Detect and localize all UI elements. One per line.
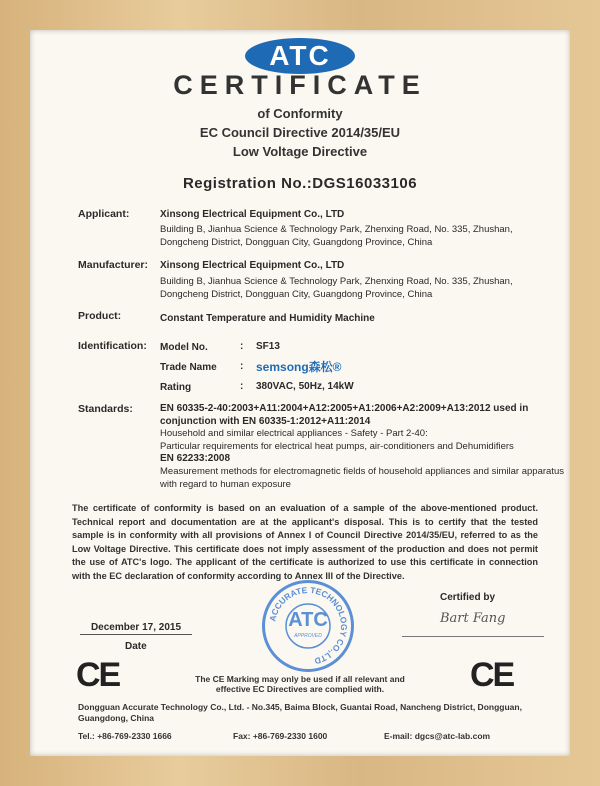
signature: Bart Fang (440, 611, 506, 626)
product-value: Constant Temperature and Humidity Machine (160, 313, 375, 324)
standard-line: Particular requirements for electrical heat pumps, air-conditioners and Dehumidifiers (160, 440, 514, 452)
standard-line: EN 60335-2-40:2003+A11:2004+A12:2005+A1:2006+A2:2009+A13:2012 used in conjunction with EN 60335-1:2012+A11:2014 (160, 403, 529, 427)
standard-line: EN 62233:2008 (160, 453, 231, 465)
ce-note (150, 674, 450, 694)
conformity-statement: The certificate of conformity is based on an evaluation of a sample of the above-mentioned product. Technical report and documentation are at the applicant's disposal. This is to certify that the tested sample is in conformity with all provisions of Annex I of Council Directive 2014/35/EU, referred to as the Low Voltage Directive. This certificate does not imply assessment of the production and does not permit the use of ATC's logo. The applicant of the certificate is authorized to use this certificate in connection with the EC declaration of conformity according to Annex III of the Directive. (72, 503, 538, 581)
model-value: SF13 (256, 341, 280, 352)
footer-address: Dongguan Accurate Technology Co., Ltd. - No.345, Baima Block, Guantai Road, Nancheng District, Dongguan, Guangdong, China (78, 702, 522, 723)
rating-label: Rating (160, 382, 192, 393)
manufacturer-address: Building B, Jianhua Science & Technology Park, Zhenxing Road, No. 335, Zhushan, Dongcheng District, Dongguan City, Guangdong Province, China (160, 276, 513, 300)
ce-mark-left: CE (76, 656, 120, 694)
signature-line (402, 636, 544, 637)
colon: : (240, 381, 244, 392)
applicant-name: Xinsong Electrical Equipment Co., LTD (160, 209, 345, 220)
atc-stamp (262, 580, 354, 672)
standard-line: Measurement methods for electromagnetic fields of household appliances and similar apparatus with regard to human exposure (160, 465, 564, 490)
footer-fax: Fax: +86-769-2330 1600 (233, 731, 328, 741)
standards-list (160, 403, 565, 491)
applicant-address: Building B, Jianhua Science & Technology Park, Zhenxing Road, No. 335, Zhushan, Dongcheng District, Dongguan City, Guangdong Province, China (160, 224, 513, 248)
identification-label: Identification: (78, 340, 147, 352)
standards-label: Standards: (78, 403, 133, 415)
ce-mark-right: CE (470, 656, 514, 694)
trade-name-label: Trade Name (160, 362, 217, 373)
footer-tel: Tel.: +86-769-2330 1666 (78, 731, 172, 741)
stamp-center: ATC (288, 609, 328, 631)
subtitle-conformity: of Conformity (257, 106, 343, 121)
atc-logo: ATC (245, 38, 355, 74)
certificate-title: CERTIFICATE (173, 70, 427, 100)
product-label: Product: (78, 310, 122, 322)
date-value: December 17, 2015 (80, 622, 192, 635)
ce-note-line: The CE Marking may only be used if all relevant and (195, 674, 405, 684)
subtitle-lvd: Low Voltage Directive (232, 144, 368, 159)
colon: : (240, 341, 244, 352)
registration-number: Registration No.:DGS16033106 (182, 175, 418, 192)
colon: : (240, 361, 244, 372)
manufacturer-name: Xinsong Electrical Equipment Co., LTD (160, 260, 345, 271)
applicant-label: Applicant: (78, 208, 130, 220)
certified-by-label: Certified by (440, 592, 496, 603)
subtitle-directive: EC Council Directive 2014/35/EU (199, 125, 401, 140)
stamp-ring-text: ACCURATE TECHNOLOGY CO.,LTD (267, 584, 350, 667)
stamp-approved: APPROVED (294, 633, 322, 639)
standard-line: Household and similar electrical appliances - Safety - Part 2-40: (160, 428, 428, 440)
rating-value: 380VAC, 50Hz, 14kW (256, 381, 354, 392)
footer-email: E-mail: dgcs@atc-lab.com (384, 731, 491, 741)
manufacturer-label: Manufacturer: (78, 259, 149, 271)
model-label: Model No. (160, 342, 208, 353)
trade-name-logo: semsong森松® (256, 360, 342, 374)
date-label: Date (125, 641, 147, 652)
ce-note-line: effective EC Directives are complied with. (215, 684, 385, 694)
